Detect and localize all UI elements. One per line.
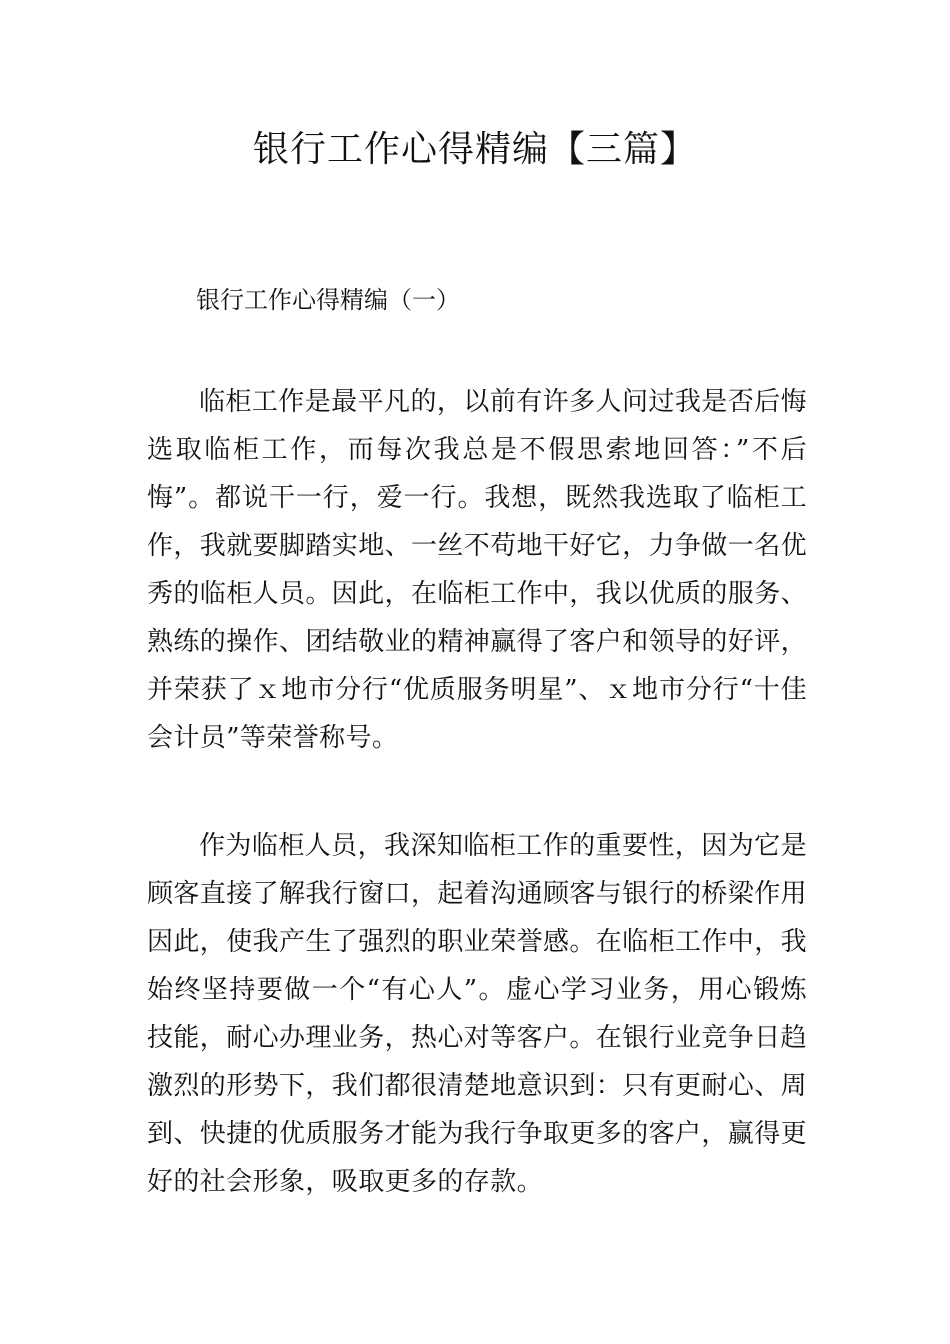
section-heading: 银行工作心得精编（一） xyxy=(196,286,460,314)
paragraph-1: 临柜工作是最平凡的，以前有许多人问过我是否后悔选取临柜工作，而每次我总是不假思索地回答：”不后悔”。都说干一行，爱一行。我想，既然我选取了临柜工作，我就要脚踏实地、一丝不苟地干好它，力争做一名优秀的临柜人员。因此，在临柜工作中，我以优质的服务、熟练的操作、团结敬业的精神赢得了客户和领导的好评，并荣获了ｘ地市分行“优质服务明星”、ｘ地市分行“十佳会计员”等荣誉称号。 xyxy=(147,387,808,753)
document-title: 银行工作心得精编【三篇】 xyxy=(252,129,697,170)
paragraph-2: 作为临柜人员，我深知临柜工作的重要性，因为它是顾客直接了解我行窗口，起着沟通顾客与银行的桥梁作用因此，使我产生了强烈的职业荣誉感。在临柜工作中，我始终坚持要做一个“有心人”。虚心学习业务，用心锻炼技能，耐心办理业务，热心对等客户。在银行业竞争日趋激烈的形势下，我们都很清楚地意识到：只有更耐心、周到、快捷的优质服务才能为我行争取更多的客户，赢得更好的社会形象，吸取更多的存款。 xyxy=(147,831,808,1197)
